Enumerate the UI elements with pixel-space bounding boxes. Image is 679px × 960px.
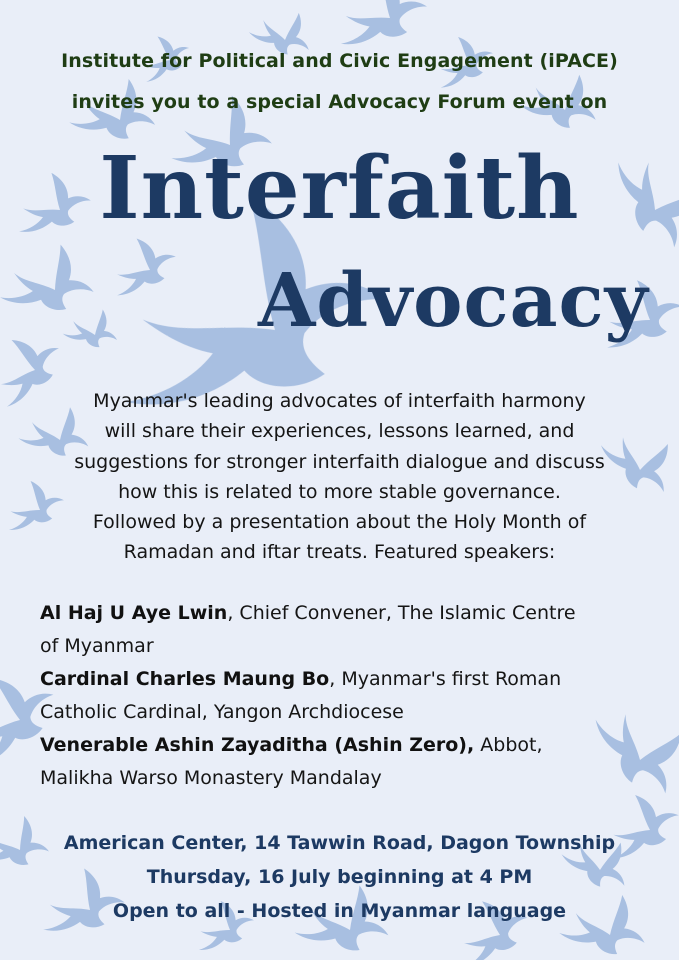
event-date: Thursday, 16 July beginning at 4 PM [146,866,533,888]
event-details [0,826,679,928]
speaker-name: Al Haj U Aye Lwin [40,602,228,624]
description-line: Ramadan and iftar treats. Featured speakers: [123,541,556,564]
speaker-list [40,597,660,795]
description-line: suggestions for stronger interfaith dialogue and discuss [74,450,605,473]
title-advocacy: Advocacy [258,258,649,344]
speaker-role: Abbot, [474,734,543,756]
description-line: Followed by a presentation about the Holy Month of [92,511,587,534]
organizer-line: Institute for Political and Civic Engagement (iPACE) [61,50,618,72]
invitation-line: invites you to a special Advocacy Forum event on [71,91,608,113]
description-line: Myanmar's leading advocates of interfaith harmony [93,390,586,412]
speaker-role-continued: of Myanmar [40,635,154,657]
speaker-name: Cardinal Charles Maung Bo [40,668,330,690]
title-interfaith: Interfaith [99,138,580,239]
speaker-role-continued: Catholic Cardinal, Yangon Archdiocese [40,701,404,723]
event-location: American Center, 14 Tawwin Road, Dagon Township [63,832,616,854]
speaker-item [40,729,660,795]
description-line: how this is related to more stable governance. [118,480,561,503]
speaker-role: , Myanmar's first Roman [329,668,562,690]
speaker-name: Venerable Ashin Zayaditha (Ashin Zero), [40,734,475,756]
event-note: Open to all - Hosted in Myanmar language [112,900,567,922]
event-description [0,386,679,568]
speaker-role-continued: Malikha Warso Monastery Mandalay [40,767,382,789]
speaker-item [40,663,660,729]
speaker-item [40,597,660,663]
speaker-role: , Chief Convener, The Islamic Centre [227,602,576,624]
description-line: will share their experiences, lessons learned, and [104,420,575,443]
